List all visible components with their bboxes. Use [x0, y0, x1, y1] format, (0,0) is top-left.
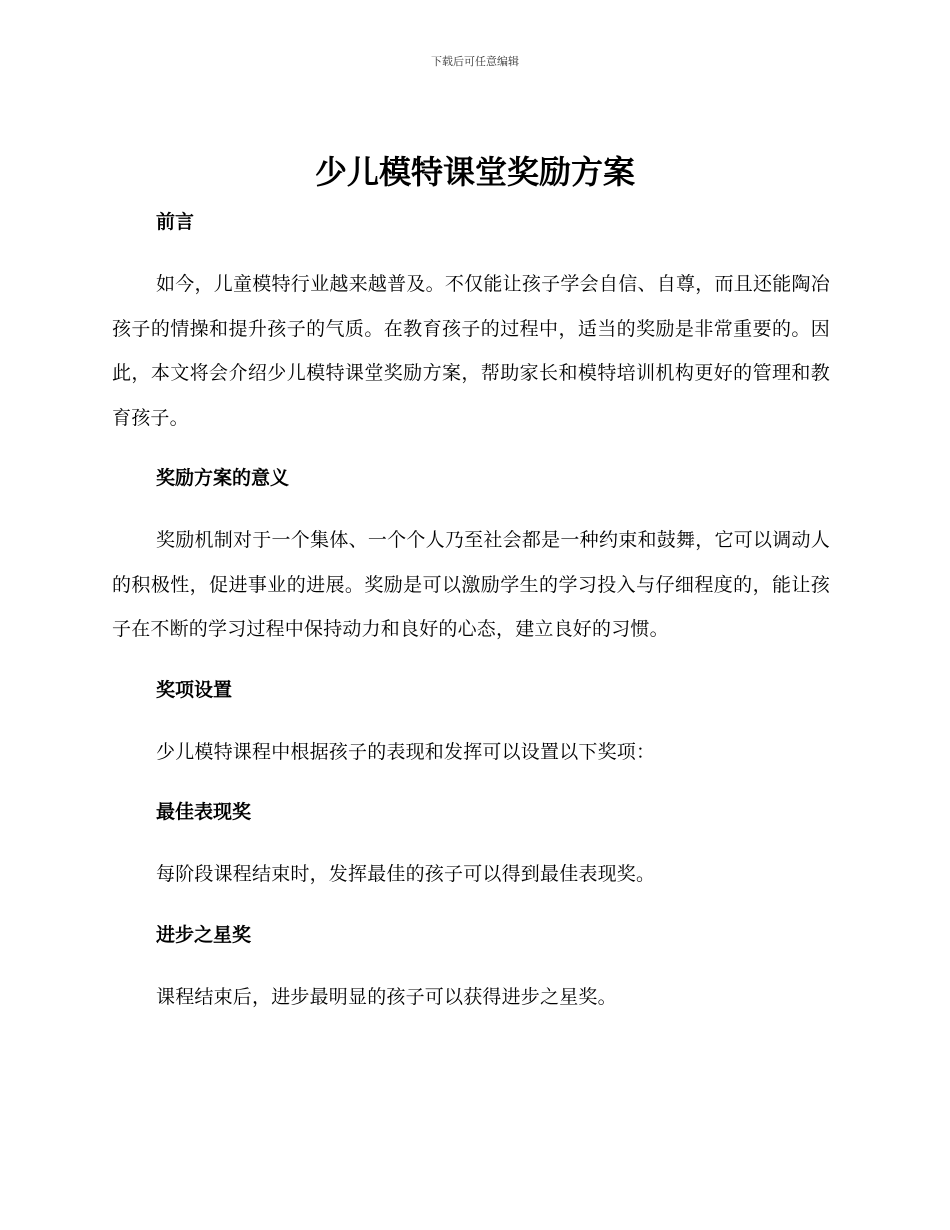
section-heading-best-performance: 最佳表现奖 [156, 801, 252, 823]
document-body [112, 204, 830, 1019]
section-heading-progress-star: 进步之星奖 [156, 923, 252, 946]
section-paragraph-significance: 奖励机制对于一个集体、一个个人乃至社会都是一种约束和鼓舞，它可以调动人的积极性，促进事业的进展。奖励是可以激励学生的学习投入与仔细程度的，能让孩子在不断的学习过程中保持动力和良好的心态，建立良好的习惯。 [112, 529, 830, 640]
section-paragraph-progress-star: 课程结束后，进步最明显的孩子可以获得进步之星奖。 [156, 985, 617, 1008]
section-heading-preface: 前言 [156, 211, 195, 233]
section-paragraph-best-performance: 每阶段课程结束时，发挥最佳的孩子可以得到最佳表现奖。 [156, 863, 656, 885]
section-heading-award-setup: 奖项设置 [156, 678, 233, 701]
section-heading-significance: 奖励方案的意义 [156, 467, 290, 489]
section-paragraph-award-setup: 少儿模特课程中根据孩子的表现和发挥可以设置以下奖项： [156, 740, 656, 763]
section-paragraph-preface: 如今，儿童模特行业越来越普及。不仅能让孩子学会自信、自尊，而且还能陶冶孩子的情操和提升孩子的气质。在教育孩子的过程中，适当的奖励是非常重要的。因此，本文将会介绍少儿模特课堂奖励方案，帮助家长和模特培训机构更好的管理和教育孩子。 [112, 273, 830, 429]
page-title: 少儿模特课堂奖励方案 [314, 153, 635, 191]
header-note: 下载后可任意编辑 [431, 55, 519, 68]
